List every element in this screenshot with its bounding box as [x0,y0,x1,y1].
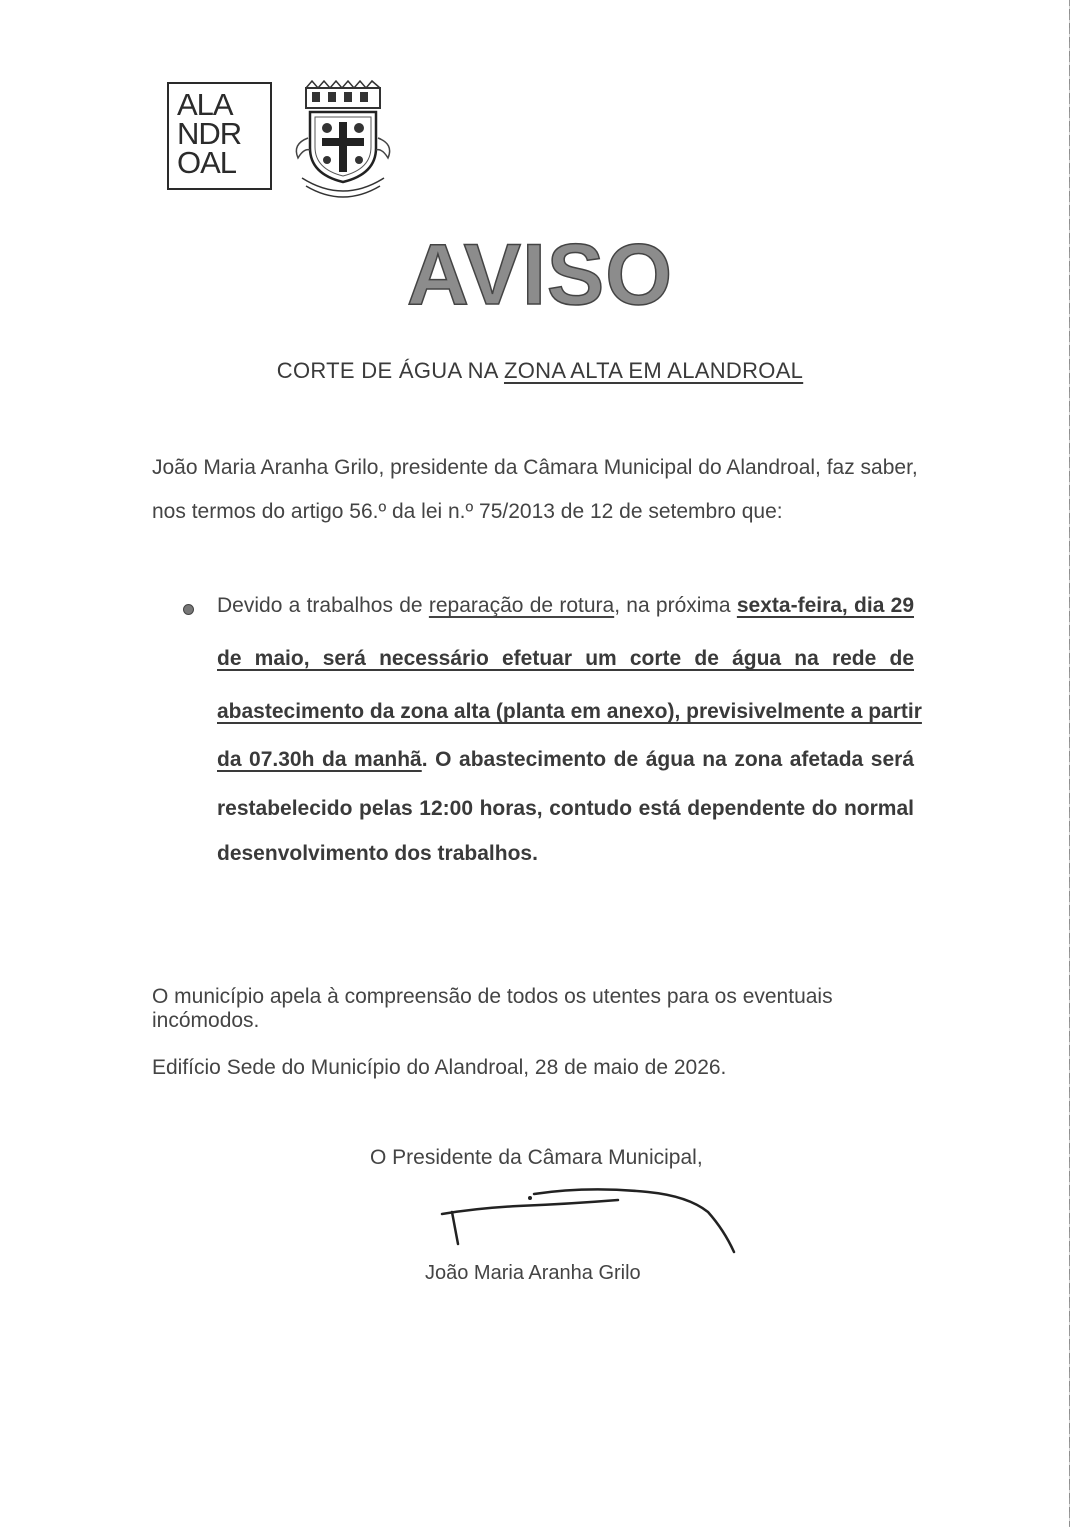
bullet-text-3: abastecimento da zona alta (planta em anexo), previsivelmente a partir [217,700,922,723]
bullet-line-4 [217,748,914,772]
bullet-line-2 [217,647,914,671]
signatory-role: O Presidente da Câmara Municipal, [370,1146,703,1169]
bullet-line-5 [217,797,914,821]
bullet-text-5: restabelecido pelas 12:00 horas, contudo está dependente do normal [217,797,914,820]
bullet-text-4b: . O abastecimento de água na zona afetada será [421,748,914,771]
subtitle-part-2: ZONA ALTA EM ALANDROAL [503,358,804,383]
bullet-line-1 [217,594,914,618]
logo-line-3: OAL [177,145,237,180]
bullet-text-1b: reparação de rotura [428,594,615,617]
intro-line-1: João Maria Aranha Grilo, presidente da Câmara Municipal do Alandroal, faz saber, [152,456,918,479]
handwritten-signature [438,1182,748,1260]
logo-line-2: NDR [177,116,242,151]
bullet-text-1a: Devido a trabalhos de [217,594,429,617]
notice-title: AVISO [406,227,674,323]
bullet-line-3 [217,700,922,724]
subtitle-part-1: CORTE DE ÁGUA NA [276,358,504,383]
appeal-text: O município apela à compreensão de todos os utentes para os eventuais incómodos. [152,985,833,1032]
place-date: Edifício Sede do Município do Alandroal, 28 de maio de 2026. [152,1056,727,1079]
coat-of-arms-icon [284,78,402,200]
bullet-text-6: desenvolvimento dos trabalhos. [217,842,538,865]
bullet-text-4a: da 07.30h da manhã [217,748,422,771]
bullet-text-2: de maio, será necessário efetuar um corte de água na rede de [217,647,914,670]
bullet-text-1d: sexta-feira, dia 29 [736,594,915,617]
bullet-icon [183,604,194,615]
logo-line-1: ALA [177,87,233,122]
signatory-name: João Maria Aranha Grilo [425,1262,641,1284]
alandroal-logo [167,82,272,190]
bullet-text-1c: , na próxima [614,594,737,617]
bullet-line-6 [217,842,914,866]
notice-subtitle [0,358,1080,384]
intro-line-2: nos termos do artigo 56.º da lei n.º 75/2013 de 12 de setembro que: [152,500,783,523]
